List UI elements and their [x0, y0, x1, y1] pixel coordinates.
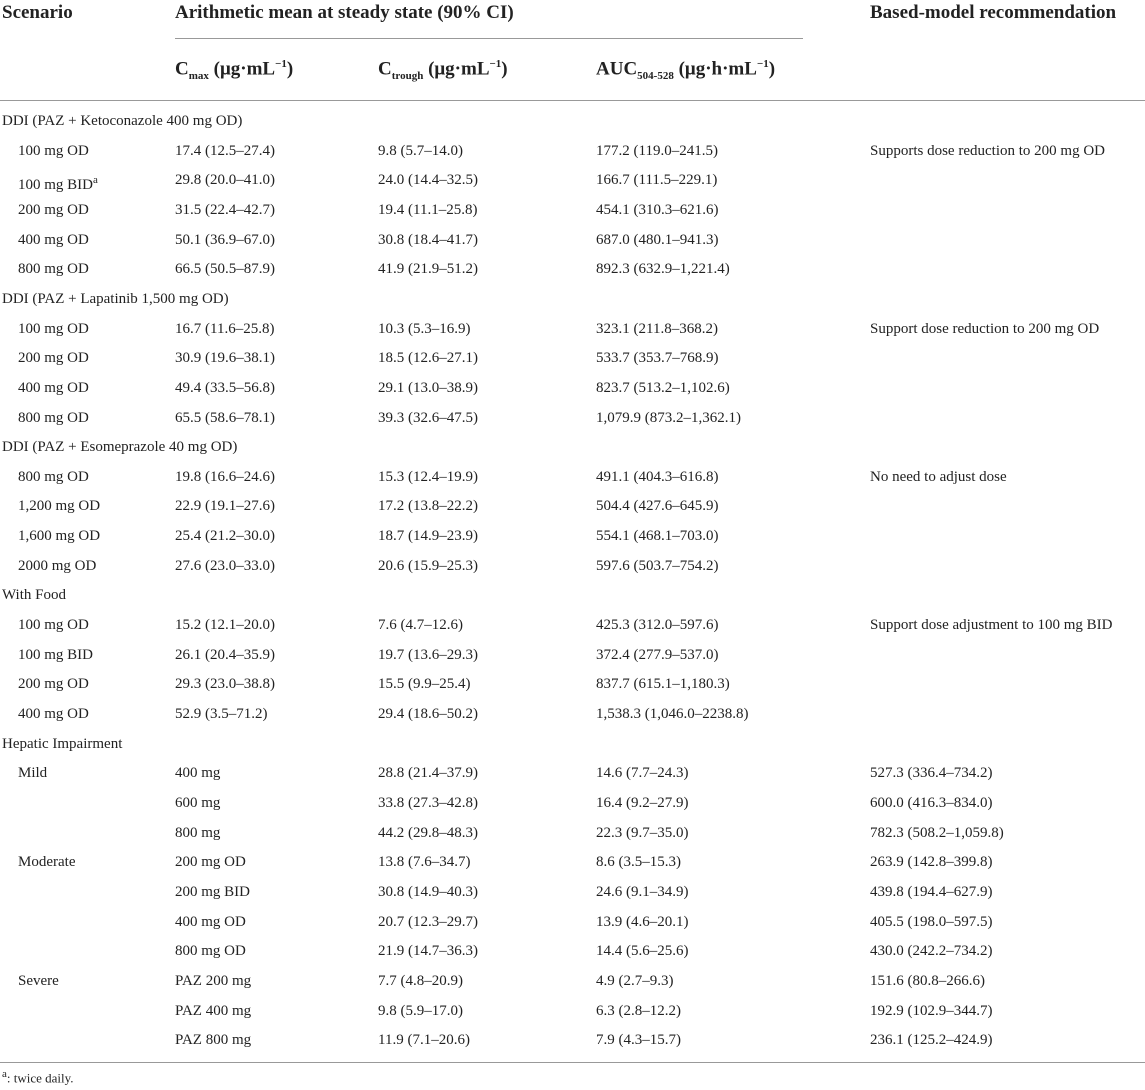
ctrough-cell: 18.5 (12.6–27.1) [378, 350, 478, 366]
cmax-cell: 25.4 (21.2–30.0) [175, 528, 275, 544]
value-cell: 8.6 (3.5–15.3) [596, 854, 681, 870]
cmax-cell: 15.2 (12.1–20.0) [175, 617, 275, 633]
auc-cell: 554.1 (468.1–703.0) [596, 528, 719, 544]
header-arithmetic-mean: Arithmetic mean at steady state (90% CI) [175, 2, 514, 23]
ctrough-cell: 18.7 (14.9–23.9) [378, 528, 478, 544]
auc-cell: 892.3 (632.9–1,221.4) [596, 261, 730, 277]
recommendation-cell: Support dose adjustment to 100 mg BID [870, 617, 1113, 633]
ctrough-cell: 30.8 (18.4–41.7) [378, 232, 478, 248]
dose-cell: 100 mg OD [18, 143, 89, 159]
dose-cell: 200 mg OD [18, 676, 89, 692]
header-span-rule [175, 38, 803, 39]
auc-cell: 491.1 (404.3–616.8) [596, 469, 719, 485]
ctrough-cell: 29.1 (13.0–38.9) [378, 380, 478, 396]
header-bottom-rule [0, 100, 1145, 101]
cmax-cell: 19.8 (16.6–24.6) [175, 469, 275, 485]
dose-cell: PAZ 200 mg [175, 973, 252, 989]
ctrough-cell: 15.5 (9.9–25.4) [378, 676, 471, 692]
auc-cell: 177.2 (119.0–241.5) [596, 143, 718, 159]
cmax-cell: 50.1 (36.9–67.0) [175, 232, 275, 248]
dose-cell: 800 mg [175, 825, 221, 841]
value-cell: 22.3 (9.7–35.0) [596, 825, 689, 841]
cmax-cell: 52.9 (3.5–71.2) [175, 706, 268, 722]
auc-cell: 166.7 (111.5–229.1) [596, 172, 718, 188]
auc-cell: 372.4 (277.9–537.0) [596, 647, 719, 663]
group-label: Hepatic Impairment [2, 736, 123, 752]
value-cell: 21.9 (14.7–36.3) [378, 943, 478, 959]
value-cell: 4.9 (2.7–9.3) [596, 973, 674, 989]
dose-cell: 400 mg OD [18, 380, 89, 396]
dose-cell: 400 mg OD [18, 232, 89, 248]
auc-cell: 1,538.3 (1,046.0–2238.8) [596, 706, 749, 722]
value-cell: 30.8 (14.9–40.3) [378, 884, 478, 900]
cmax-cell: 49.4 (33.5–56.8) [175, 380, 275, 396]
group-label: With Food [2, 587, 66, 603]
dose-cell: 1,200 mg OD [18, 498, 101, 514]
auc-cell: 823.7 (513.2–1,102.6) [596, 380, 730, 396]
ctrough-cell: 17.2 (13.8–22.2) [378, 498, 478, 514]
value-cell: 16.4 (9.2–27.9) [596, 795, 689, 811]
ctrough-cell: 15.3 (12.4–19.9) [378, 469, 478, 485]
dose-cell: 100 mg OD [18, 321, 89, 337]
auc-cell: 687.0 (480.1–941.3) [596, 232, 719, 248]
header-ctrough: $C_{trough}$ $(\mu g\cdot mL^{-1})$ [378, 58, 508, 83]
auc-cell: 533.7 (353.7–768.9) [596, 350, 719, 366]
dose-cell: PAZ 400 mg [175, 1003, 252, 1019]
dose-cell: 1,600 mg OD [18, 528, 101, 544]
header-auc: $AUC_{504-528}$ $(\mu g\cdot h\cdot mL^{-1})$ [596, 58, 776, 83]
severity-cell: Severe [18, 973, 59, 989]
auc-cell: 837.7 (615.1–1,180.3) [596, 676, 730, 692]
ctrough-cell: 24.0 (14.4–32.5) [378, 172, 478, 188]
ctrough-cell: 19.4 (11.1–25.8) [378, 202, 478, 218]
auc-cell: 454.1 (310.3–621.6) [596, 202, 719, 218]
ctrough-cell: 29.4 (18.6–50.2) [378, 706, 478, 722]
cmax-cell: 17.4 (12.5–27.4) [175, 143, 275, 159]
recommendation-cell: Support dose reduction to 200 mg OD [870, 321, 1100, 337]
value-cell: 6.3 (2.8–12.2) [596, 1003, 681, 1019]
dose-cell: 100 mg BID$^a$ [18, 174, 98, 193]
cmax-cell: 66.5 (50.5–87.9) [175, 261, 275, 277]
value-cell: 7.9 (4.3–15.7) [596, 1032, 681, 1048]
ctrough-cell: 20.6 (15.9–25.3) [378, 558, 478, 574]
value-cell: 151.6 (80.8–266.6) [870, 973, 985, 989]
ctrough-cell: 7.6 (4.7–12.6) [378, 617, 463, 633]
cmax-cell: 29.3 (23.0–38.8) [175, 676, 275, 692]
auc-cell: 1,079.9 (873.2–1,362.1) [596, 410, 741, 426]
cmax-cell: 31.5 (22.4–42.7) [175, 202, 275, 218]
dose-cell: 200 mg OD [18, 202, 89, 218]
severity-cell: Mild [18, 765, 48, 781]
value-cell: 13.8 (7.6–34.7) [378, 854, 471, 870]
value-cell: 14.4 (5.6–25.6) [596, 943, 689, 959]
dose-cell: 400 mg OD [175, 914, 246, 930]
dose-cell: 400 mg [175, 765, 221, 781]
value-cell: 430.0 (242.2–734.2) [870, 943, 993, 959]
value-cell: 405.5 (198.0–597.5) [870, 914, 993, 930]
dose-cell: 600 mg [175, 795, 221, 811]
table-bottom-rule [0, 1062, 1145, 1063]
value-cell: 439.8 (194.4–627.9) [870, 884, 993, 900]
recommendation-cell: No need to adjust dose [870, 469, 1007, 485]
header-recommendation: Based-model recommendation [870, 2, 1117, 23]
dose-cell: PAZ 800 mg [175, 1032, 252, 1048]
cmax-cell: 26.1 (20.4–35.9) [175, 647, 275, 663]
value-cell: 263.9 (142.8–399.8) [870, 854, 993, 870]
value-cell: 33.8 (27.3–42.8) [378, 795, 478, 811]
value-cell: 20.7 (12.3–29.7) [378, 914, 478, 930]
dose-cell: 400 mg OD [18, 706, 89, 722]
ctrough-cell: 10.3 (5.3–16.9) [378, 321, 471, 337]
cmax-cell: 65.5 (58.6–78.1) [175, 410, 275, 426]
value-cell: 13.9 (4.6–20.1) [596, 914, 689, 930]
dose-cell: 2000 mg OD [18, 558, 97, 574]
value-cell: 236.1 (125.2–424.9) [870, 1032, 993, 1048]
recommendation-cell: Supports dose reduction to 200 mg OD [870, 143, 1105, 159]
value-cell: 527.3 (336.4–734.2) [870, 765, 993, 781]
value-cell: 600.0 (416.3–834.0) [870, 795, 993, 811]
group-label: DDI (PAZ + Esomeprazole 40 mg OD) [2, 439, 238, 455]
value-cell: 28.8 (21.4–37.9) [378, 765, 478, 781]
dose-cell: 100 mg OD [18, 617, 89, 633]
cmax-cell: 22.9 (19.1–27.6) [175, 498, 275, 514]
value-cell: 44.2 (29.8–48.3) [378, 825, 478, 841]
cmax-cell: 27.6 (23.0–33.0) [175, 558, 275, 574]
value-cell: 7.7 (4.8–20.9) [378, 973, 463, 989]
value-cell: 11.9 (7.1–20.6) [378, 1032, 470, 1048]
dose-cell: 800 mg OD [175, 943, 246, 959]
cmax-cell: 16.7 (11.6–25.8) [175, 321, 275, 337]
header-scenario: Scenario [2, 2, 73, 23]
value-cell: 24.6 (9.1–34.9) [596, 884, 689, 900]
value-cell: 9.8 (5.9–17.0) [378, 1003, 463, 1019]
dose-cell: 800 mg OD [18, 261, 89, 277]
auc-cell: 323.1 (211.8–368.2) [596, 321, 718, 337]
dose-cell: 800 mg OD [18, 410, 89, 426]
auc-cell: 425.3 (312.0–597.6) [596, 617, 719, 633]
ctrough-cell: 41.9 (21.9–51.2) [378, 261, 478, 277]
severity-cell: Moderate [18, 854, 76, 870]
ctrough-cell: 9.8 (5.7–14.0) [378, 143, 463, 159]
value-cell: 782.3 (508.2–1,059.8) [870, 825, 1004, 841]
header-cmax: $C_{max}$ $(\mu g\cdot mL^{-1})$ [175, 58, 294, 83]
ctrough-cell: 19.7 (13.6–29.3) [378, 647, 478, 663]
dose-cell: 200 mg OD [175, 854, 246, 870]
dose-cell: 200 mg BID [175, 884, 250, 900]
value-cell: 14.6 (7.7–24.3) [596, 765, 689, 781]
dose-cell: 100 mg BID [18, 647, 93, 663]
footnote: $^a$: twice daily. [2, 1068, 74, 1086]
auc-cell: 597.6 (503.7–754.2) [596, 558, 719, 574]
auc-cell: 504.4 (427.6–645.9) [596, 498, 719, 514]
group-label: DDI (PAZ + Lapatinib 1,500 mg OD) [2, 291, 229, 307]
cmax-cell: 30.9 (19.6–38.1) [175, 350, 275, 366]
group-label: DDI (PAZ + Ketoconazole 400 mg OD) [2, 113, 243, 129]
value-cell: 192.9 (102.9–344.7) [870, 1003, 993, 1019]
dose-cell: 800 mg OD [18, 469, 89, 485]
dose-cell: 200 mg OD [18, 350, 89, 366]
ctrough-cell: 39.3 (32.6–47.5) [378, 410, 478, 426]
cmax-cell: 29.8 (20.0–41.0) [175, 172, 275, 188]
